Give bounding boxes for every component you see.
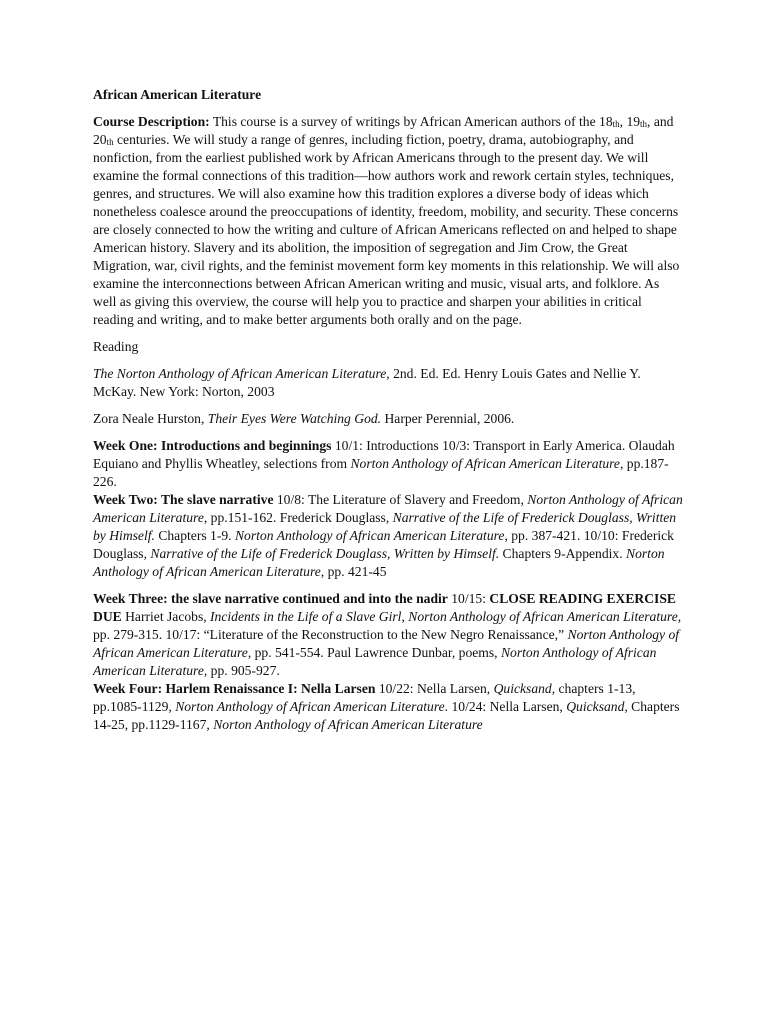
week-four-heading: Week Four: Harlem Renaissance I: Nella Larsen xyxy=(93,681,376,696)
week-three-heading: Week Three: the slave narrative continued and into the nadir xyxy=(93,591,448,606)
course-title: African American Literature xyxy=(93,87,262,102)
week-three: Week Three: the slave narrative continued and into the nadir 10/15: CLOSE READING EXERCISE DUE Harriet Jacobs, Incidents in the Life of a Slave Girl, Norton Anthology of African American Literature, pp. 279-315. 10/17: “Literature of the Reconstruction to the New Negro Renaissance,” Norton Anthology of African American Literature, pp. 541-554. Paul Lawrence Dunbar, poems, Norton Anthology of African American Literature, pp. 905-927. xyxy=(93,591,682,678)
document-body xyxy=(93,86,683,734)
century-18: 18 xyxy=(599,114,613,129)
course-description: Course Description: This course is a survey of writings by African American authors of the $18_{th}$, $19_{th}$, and $20_{th}$ centuries. We will study a range of genres, including fiction, poetry, drama, autobiography, and nonfiction, from the earliest published work by African Americans through to the present day. We will examine the formal connections of this tradition—how authors work and rework certain styles, techniques, genres, and structures. We will also examine how this tradition explores a diverse body of ideas which nonetheless coalesce around the preoccupations of identity, freedom, mobility, and security. These concerns are closely connected to how the writing and culture of African Americans reflected on and helped to shape American history. Slavery and its abolition, the imposition of segregation and Jim Crow, the Great Migration, war, civil rights, and the feminist movement form key moments in this relationship. We will also examine the interconnections between African American writing and music, visual arts, and folklore. As well as giving this overview, the course will help you to practice and sharpen your abilities in critical reading and writing, and to make better arguments both orally and on the page. xyxy=(93,114,680,327)
century-19: 19 xyxy=(626,114,641,129)
reading-1-title: The Norton Anthology of African American Literature xyxy=(93,366,387,381)
century-20: 20 xyxy=(93,132,107,147)
reading-item-2: Zora Neale Hurston, Their Eyes Were Watching God. Harper Perennial, 2006. xyxy=(93,411,515,426)
week-two-heading: Week Two: The slave narrative xyxy=(93,492,274,507)
description-intro: This course is a survey of writings by African American authors of the xyxy=(209,114,596,129)
week-one-heading: Week One: Introductions and beginnings xyxy=(93,438,332,453)
week-four: Week Four: Harlem Renaissance I: Nella Larsen 10/22: Nella Larsen, Quicksand, chapters 1-13, pp.1085-1129, Norton Anthology of African American Literature. 10/24: Nella Larsen, Quicksand, Chapters 14-25, pp.1129-1167, Norton Anthology of African American Literature xyxy=(93,681,680,732)
close-reading-due: CLOSE READING EXERCISE DUE xyxy=(93,591,676,624)
course-description-label: Course Description: xyxy=(93,114,210,129)
reading-item-1: The Norton Anthology of African American Literature, 2nd. Ed. Ed. Henry Louis Gates and Nellie Y. McKay. New York: Norton, 2003 xyxy=(93,366,641,399)
week-one: Week One: Introductions and beginnings 10/1: Introductions 10/3: Transport in Early America. Olaudah Equiano and Phyllis Wheatley, selections from Norton Anthology of African American Literature, pp.187-226. xyxy=(93,438,675,489)
reading-2-title: Their Eyes Were Watching God. xyxy=(207,411,382,426)
week-two: Week Two: The slave narrative 10/8: The Literature of Slavery and Freedom, Norton Anthology of African American Literature, pp.151-162. Frederick Douglass, Narrative of the Life of Frederick Douglass, Written by Himself. Chapters 1-9. Norton Anthology of African American Literature, pp. 387-421. 10/10: Frederick Douglass, Narrative of the Life of Frederick Douglass, Written by Himself. Chapters 9-Appendix. Norton Anthology of African American Literature, pp. 421-45 xyxy=(93,492,683,579)
description-body: centuries. We will study a range of genres, including fiction, poetry, drama, autobiography, and nonfiction, from the earliest published work by African Americans through to the present day. We will examine the formal connections of this tradition—how authors work and rework certain styles, techniques, genres, and structures. We will also examine how this tradition explores a diverse body of ideas which nonetheless coalesce around the preoccupations of identity, freedom, mobility, and security. These concerns are closely connected to how the writing and culture of African Americans reflected on and helped to shape American history. Slavery and its abolition, the imposition of segregation and Jim Crow, the Great Migration, war, civil rights, and the feminist movement form key moments in this relationship. We will also examine the interconnections between African American writing and music, visual arts, and folklore. As well as giving this overview, the course will help you to practice and sharpen your abilities in critical reading and writing, and to make better arguments both orally and on the page. xyxy=(93,132,680,327)
ordinal-suffix: th xyxy=(612,119,620,129)
ordinal-suffix: th xyxy=(640,119,648,129)
reading-label: Reading xyxy=(93,339,139,354)
ordinal-suffix: th xyxy=(106,137,114,147)
